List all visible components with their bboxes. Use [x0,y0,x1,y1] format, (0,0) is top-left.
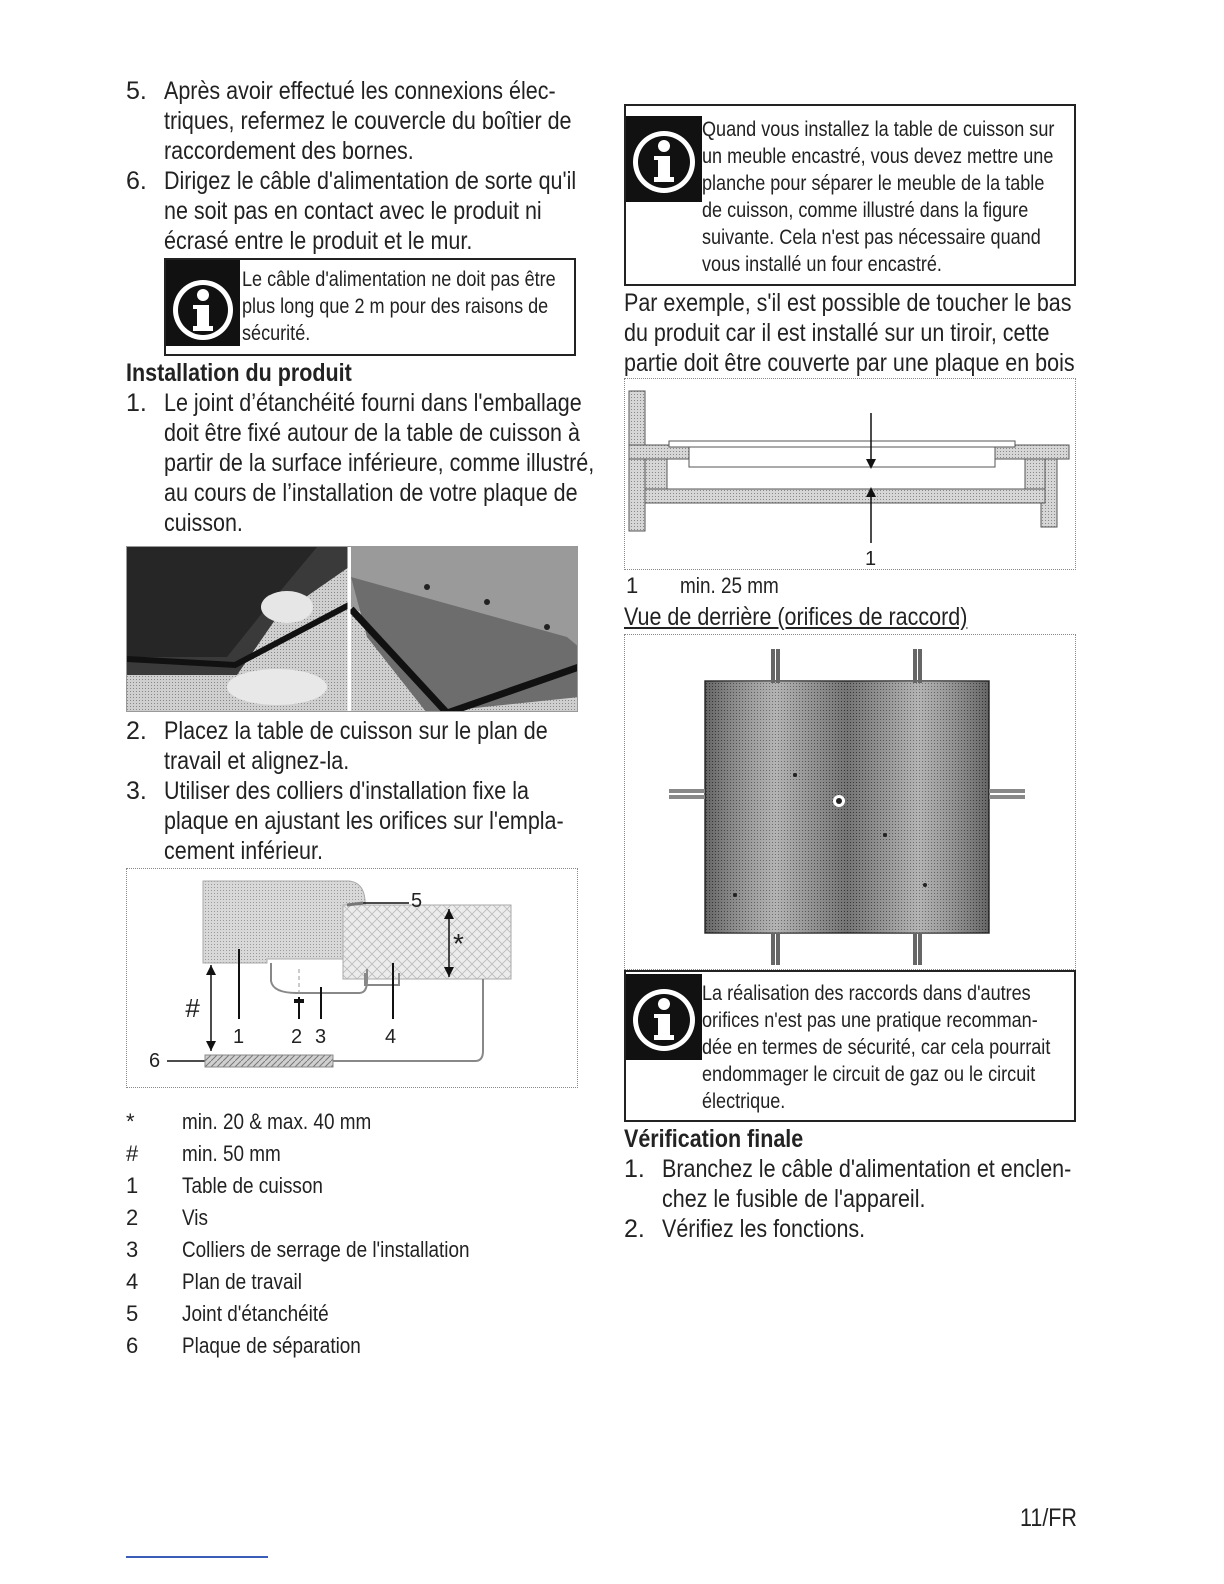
label-1: 1 [233,1026,245,1048]
step-line: ne soit pas en contact avec le produit ni [164,197,542,225]
label-5: 5 [411,890,423,912]
rear-view-svg [625,635,1076,970]
info-icon-svg [166,260,240,346]
label-star: * [453,928,464,959]
list-item: 1. Branchez le câble d'alimentation et enclen- chez le fusible de l'appareil. [624,1155,1072,1213]
info-icon [626,116,702,202]
info-text: Quand vous installez la table de cuisson sur un meuble encastré, vous devez mettre une planche pour séparer le meuble de la table de cuisson, comme illustré dans la figure suivante. Cela n'est pas nécessaire quand vous installé un four encastré. [702,118,1055,276]
step-line: Le joint d’étanchéité fourni dans l'emballage [164,389,582,417]
right-column [624,104,1076,1244]
paragraph-drawer: Par exemple, s'il est possible de toucher le bas du produit car il est installé sur un tiroir, cette partie doit être couverte par une plaque en bois [624,289,1075,377]
label-3: 3 [315,1026,327,1048]
cross-section-diagram [624,378,1076,570]
footnote-rule [126,1556,268,1558]
info-box-cabinet [624,104,1076,286]
page-number: 11/FR [1019,1504,1077,1532]
clamp-diagram [126,868,578,1088]
label-4: 4 [385,1026,397,1048]
list-item: 2 Vis [126,1205,208,1230]
step-line: triques, refermez le couvercle du boîtier de [164,107,572,135]
info-icon [166,260,240,346]
steps-top [126,76,596,256]
clamp-diagram-svg [127,869,578,1088]
info-icon-svg [626,974,702,1060]
section-title-installation: Installation du produit [126,359,352,387]
step-line: au cours de l’installation de votre plaque de [164,479,578,507]
info-icon-svg [626,116,702,202]
list-item: 2. Placez la table de cuisson sur le plan de travail et alignez-la. [126,717,548,775]
label-2: 2 [291,1026,303,1048]
list-item: 5. Après avoir effectué les connexions élec- triques, refermez le couvercle du boîtier de raccordement des bornes. [126,77,572,165]
step-line: Utiliser des colliers d'installation fixe la [164,777,529,805]
info-box-cable [164,258,576,356]
steps-install [126,388,596,538]
step-line: plaque en ajustant les orifices sur l'empla- [164,807,564,835]
section-title-final-check: Vérification finale [624,1125,804,1153]
step-line: partir de la surface inférieure, comme illustré, [164,449,595,477]
step-line: Vérifiez les fonctions. [662,1215,866,1243]
min-legend: 1 min. 25 mm [626,573,779,598]
list-item: * min. 20 & max. 40 mm [126,1109,372,1134]
left-column [126,76,596,1362]
step-line: cuisson. [164,509,243,537]
list-item: 3 Colliers de serrage de l'installation [126,1237,470,1262]
figure-label-1: 1 [865,548,877,570]
info-box-connections [624,970,1076,1122]
step-line: chez le fusible de l'appareil. [662,1185,926,1213]
step-line: doit être fixé autour de la table de cuisson à [164,419,580,447]
list-item: 4 Plan de travail [126,1269,302,1294]
step-line: Dirigez le câble d'alimentation de sorte qu'il [164,167,577,195]
step-line: raccordement des bornes. [164,137,414,165]
list-item: 5 Joint d'étanchéité [126,1301,329,1326]
list-item: # min. 50 mm [126,1141,281,1166]
step-line: Placez la table de cuisson sur le plan de [164,717,548,745]
diagram-legend [126,1106,596,1362]
list-item: 1. Le joint d’étanchéité fourni dans l'emballage doit être fixé autour de la table de cuisson à partir de la surface inférieure, comme illustré, au cours de l’installation de votre plaque de cuisson. [126,389,595,537]
step-line: écrasé entre le produit et le mur. [164,227,473,255]
section-title-rear-view: Vue de derrière (orifices de raccord) [624,603,968,631]
list-item: 6 Plaque de séparation [126,1333,361,1358]
cross-section-svg [625,379,1076,570]
list-item: 3. Utiliser des colliers d'installation fixe la plaque en ajustant les orifices sur l'empla- cement inférieur. [126,777,564,865]
step-line: Après avoir effectué les connexions élec- [164,77,556,105]
label-hash: # [185,993,200,1023]
rear-view-diagram [624,634,1076,970]
seal-photos-svg [127,547,578,712]
list-item: 1 Table de cuisson [126,1173,323,1198]
steps-mid [126,716,596,866]
step-line: cement inférieur. [164,837,323,865]
steps-final [624,1154,1076,1244]
list-item: 2. Vérifiez les fonctions. [624,1214,1076,1244]
info-icon [626,974,702,1060]
step-line: travail et alignez-la. [164,747,350,775]
label-6: 6 [149,1050,161,1072]
step-line: Branchez le câble d'alimentation et enclen- [662,1155,1072,1183]
info-text: La réalisation des raccords dans d'autres orifices n'est pas une pratique recomman- dée en termes de sécurité, car cela pourrait endommager le circuit de gaz ou le circuit électrique. [702,982,1051,1113]
list-item: 6. Dirigez le câble d'alimentation de sorte qu'il ne soit pas en contact avec le produit ni écrasé entre le produit et le mur. [126,167,577,255]
seal-photos [126,546,578,712]
info-text: Le câble d'alimentation ne doit pas être plus long que 2 m pour des raisons de sécurité. [242,268,556,345]
